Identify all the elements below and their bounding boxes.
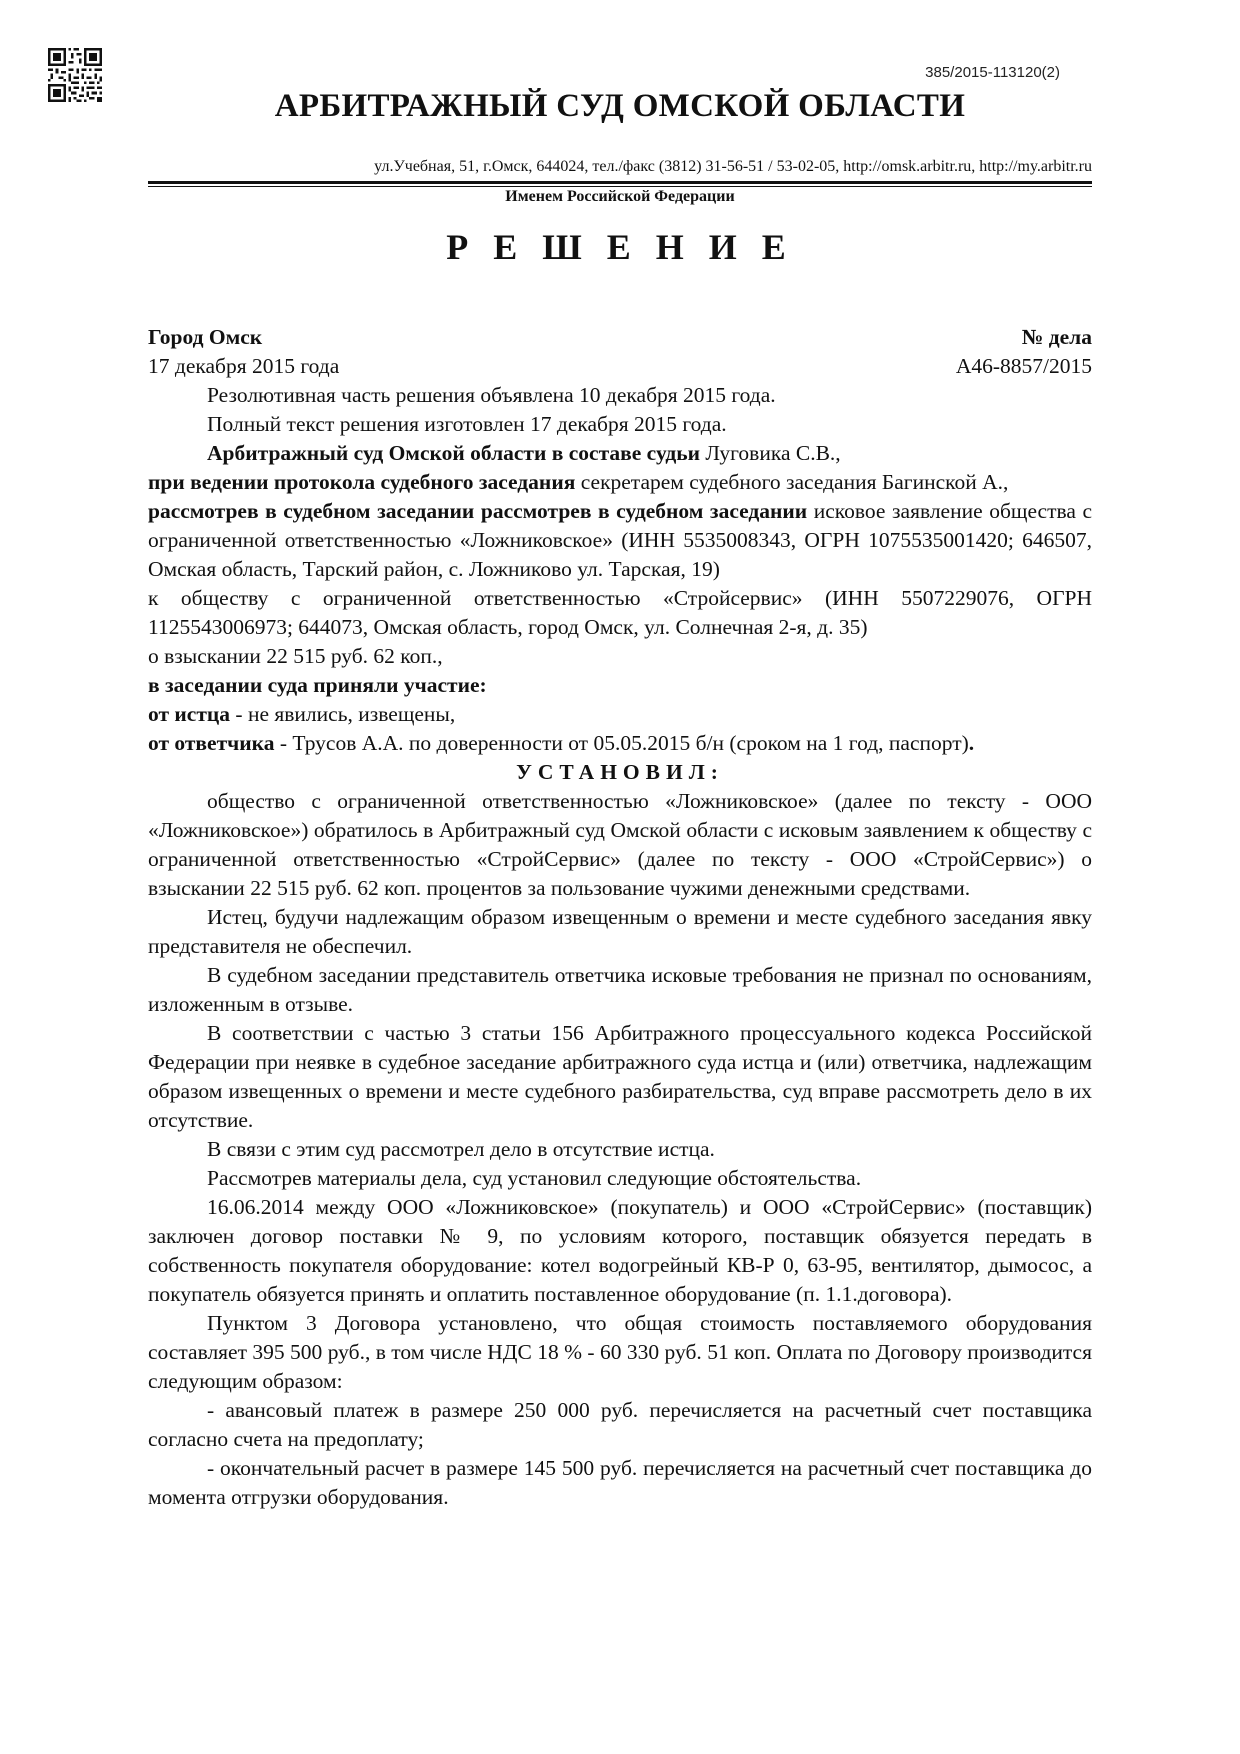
case-number-stamp: 385/2015-113120(2) xyxy=(925,64,1060,81)
participants-heading: в заседании суда приняли участие: xyxy=(148,673,487,697)
paragraph: 16.06.2014 между ООО «Ложниковское» (покупатель) и ООО «СтройСервис» (поставщик) заключен договор поставки № 9, по условиям которого, поставщик обязуется передать в собственность покупателя оборудование: котел водогрейный КВ-Р 0, 63-95, вентилятор, дымосос, а покупатель обязуется принять и оплатить поставленное оборудование (п. 1.1.договора). xyxy=(148,1195,1092,1306)
claim-line: о взыскании 22 515 руб. 62 коп., xyxy=(148,644,443,668)
review-rest: исковое заявление общества с ограниченной ответственностью «Ложниковское» (ИНН 5535008343, ОГРН 1075535001420; 646507, Омская область, Тарский район, с. Ложниково ул. Тарская, 19) xyxy=(148,499,1093,581)
document-title: Р Е Ш Е Н И Е xyxy=(446,227,794,267)
protocol-line xyxy=(148,468,1092,497)
plaintiff-line xyxy=(148,700,1092,729)
review-bold: рассмотрев в судебном заседании рассмотрев в судебном заседании xyxy=(148,499,808,523)
court-contacts: ул.Учебная, 51, г.Омск, 644024, тел./факс (3812) 31-56-51 / 53-02-05, http://omsk.arbitr.ru, http://my.arbitr.ru xyxy=(374,158,1092,175)
paragraph: Рассмотрев материалы дела, суд установил следующие обстоятельства. xyxy=(207,1166,862,1190)
defendant-line: к обществу с ограниченной ответственностью «Стройсервис» (ИНН 5507229076, ОГРН 1125543006973; 644073, Омская область, город Омск, ул. Солнечная 2-я, д. 35) xyxy=(148,586,1092,639)
meta-row-2 xyxy=(148,352,1092,381)
decision-date: 17 декабря 2015 года xyxy=(148,354,340,378)
paragraph: В судебном заседании представитель ответчика исковые требования не признал по основаниям, изложенным в отзыве. xyxy=(148,963,1092,1016)
paragraph: - окончательный расчет в размере 145 500 руб. перечисляется на расчетный счет поставщика до момента отгрузки оборудования. xyxy=(148,1456,1092,1509)
header-rule-thin xyxy=(148,186,1092,187)
paragraph: - авансовый платеж в размере 250 000 руб. перечисляется на расчетный счет поставщика согласно счета на предоплату; xyxy=(148,1398,1092,1451)
protocol-bold: при ведении протокола судебного заседания xyxy=(148,470,576,494)
paragraph: В соответствии с частью 3 статьи 156 Арбитражного процессуального кодекса Российской Федерации при неявке в судебное заседание арбитражного суда истца и (или) ответчика, надлежащим образом извещенных о времени и месте судебного разбирательства, суд вправе рассмотреть дело в их отсутствие. xyxy=(148,1021,1092,1132)
case-no-label: № дела xyxy=(1021,325,1092,349)
respondent-line xyxy=(148,729,1092,758)
court-composition-judge: Луговика С.В., xyxy=(699,441,841,465)
paragraph: Пунктом 3 Договора установлено, что общая стоимость поставляемого оборудования составляет 395 500 руб., в том числе НДС 18 % - 60 330 руб. 51 коп. Оплата по Договору производится следующим образом: xyxy=(148,1311,1092,1393)
city-label: Город Омск xyxy=(148,325,263,349)
court-composition xyxy=(148,439,1092,468)
header-rule xyxy=(148,181,1092,184)
court-composition-bold: Арбитражный суд Омской области в составе судьи xyxy=(207,441,700,465)
paragraph: Истец, будучи надлежащим образом извещенным о времени и месте судебного заседания явку представителя не обеспечил. xyxy=(148,905,1092,958)
in-the-name: Именем Российской Федерации xyxy=(505,188,735,205)
decision-body xyxy=(148,323,1092,1512)
established-heading: УСТАНОВИЛ: xyxy=(516,760,724,784)
respondent-end: . xyxy=(968,731,975,755)
review-line xyxy=(148,497,1092,584)
respondent-bold: от ответчика xyxy=(148,731,275,755)
resolutive-note: Резолютивная часть решения объявлена 10 декабря 2015 года. xyxy=(207,383,776,407)
plaintiff-rest: - не явились, извещены, xyxy=(230,702,456,726)
full-text-note: Полный текст решения изготовлен 17 декабря 2015 года. xyxy=(207,412,727,436)
court-name: АРБИТРАЖНЫЙ СУД ОМСКОЙ ОБЛАСТИ xyxy=(274,88,966,124)
plaintiff-bold: от истца xyxy=(148,702,231,726)
paragraph: В связи с этим суд рассмотрел дело в отсутствие истца. xyxy=(207,1137,715,1161)
respondent-rest: - Трусов А.А. по доверенности от 05.05.2015 б/н (сроком на 1 год, паспорт) xyxy=(274,731,969,755)
meta-row-1 xyxy=(148,323,1092,352)
paragraph: общество с ограниченной ответственностью «Ложниковское» (далее по тексту - ООО «Ложниковское») обратилось в Арбитражный суд Омской области с исковым заявлением к обществу с ограниченной ответственностью «СтройСервис» (далее по тексту - ООО «СтройСервис») о взыскании 22 515 руб. 62 коп. процентов за пользование чужими денежными средствами. xyxy=(148,789,1092,900)
case-no: А46-8857/2015 xyxy=(955,354,1092,378)
protocol-rest: секретарем судебного заседания Багинской А., xyxy=(575,470,1009,494)
